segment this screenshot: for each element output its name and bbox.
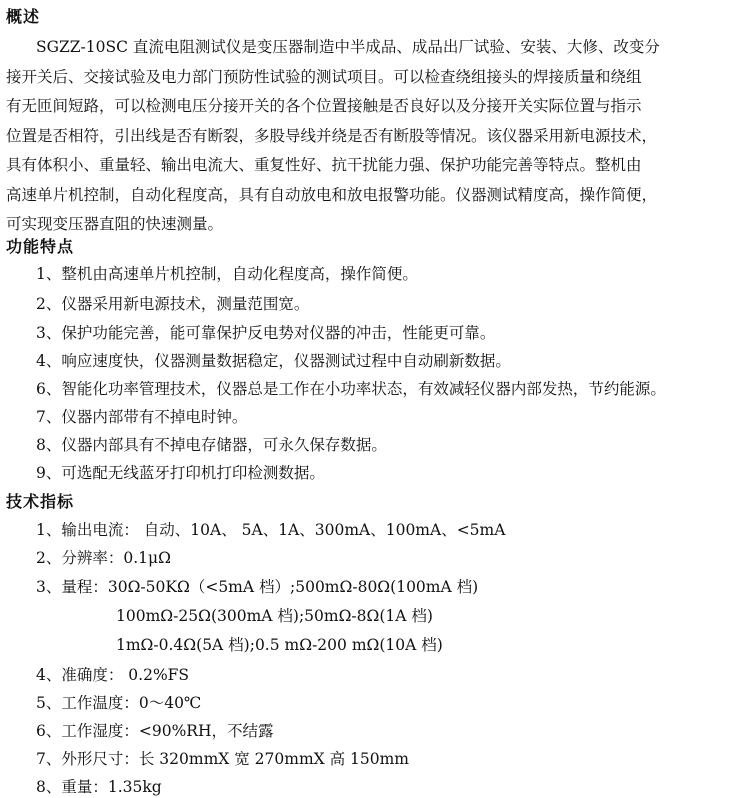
overview-paragraph (6, 33, 744, 240)
spec-item: 2、分辨率：0.1μΩ (36, 549, 171, 567)
spec-item: 3、量程：30Ω-50KΩ（<5mA 档）;500mΩ-80Ω(100mA 档) (36, 578, 479, 596)
feature-item: 9、可选配无线蓝牙打印机打印检测数据。 (36, 464, 325, 482)
feature-item: 2、仪器采用新电源技术，测量范围宽。 (36, 295, 310, 313)
spec-item: 5、工作温度：0～40℃ (36, 694, 202, 712)
spec-item: 7、外形尺寸：长 320mmX 宽 270mmX 高 150mm (36, 750, 410, 768)
overview-line: 有无匝间短路，可以检测电压分接开关的各个位置接触是否良好以及分接开关实际位置与指示 (6, 97, 642, 115)
spec-item-continuation: 1mΩ-0.4Ω(5A 档);0.5 mΩ-200 mΩ(10A 档) (116, 636, 443, 654)
feature-item: 8、仪器内部具有不掉电存储器，可永久保存数据。 (36, 436, 387, 454)
overview-line: 接开关后、交接试验及电力部门预防性试验的测试项目。可以检查绕组接头的焊接质量和绕组 (6, 67, 642, 86)
spec-item: 6、工作湿度：<90%RH，不结露 (36, 722, 274, 740)
spec-item-continuation: 100mΩ-25Ω(300mA 档);50mΩ-8Ω(1A 档) (116, 607, 433, 625)
overview-heading: 概述 (6, 7, 41, 26)
spec-item: 1、输出电流： 自动、10A、 5A、1A、300mA、100mA、<5mA (36, 521, 506, 539)
spec-item: 8、重量：1.35kg (36, 778, 162, 796)
features-heading: 功能特点 (6, 237, 75, 256)
feature-item: 7、仪器内部带有不掉电时钟。 (36, 408, 248, 426)
overview-line: 可实现变压器直阻的快速测量。 (6, 215, 224, 233)
spec-item: 4、准确度： 0.2%FS (36, 666, 190, 684)
feature-item: 1、整机由高速单片机控制，自动化程度高，操作简便。 (36, 265, 418, 283)
overview-line: 具有体积小、重量轻、输出电流大、重复性好、抗干扰能力强、保护功能完善等特点。整机由 (6, 156, 642, 174)
overview-line: 位置是否相符，引出线是否有断裂，多股导线并绕是否有断股等情况。该仪器采用新电源技术， (6, 126, 658, 145)
overview-line: 高速单片机控制，自动化程度高，具有自动放电和放电报警功能。仪器测试精度高，操作简便， (6, 185, 658, 204)
feature-item: 3、保护功能完善，能可靠保护反电势对仪器的冲击，性能更可靠。 (36, 324, 496, 342)
feature-item: 6、智能化功率管理技术，仪器总是工作在小功率状态，有效减轻仪器内部发热，节约能源。 (36, 380, 666, 398)
feature-item: 4、响应速度快，仪器测量数据稳定，仪器测试过程中自动刷新数据。 (36, 352, 511, 370)
specs-heading: 技术指标 (6, 492, 75, 511)
overview-line: SGZZ-10SC 直流电阻测试仪是变压器制造中半成品、成品出厂试验、安装、大修、改变分 (36, 38, 660, 56)
